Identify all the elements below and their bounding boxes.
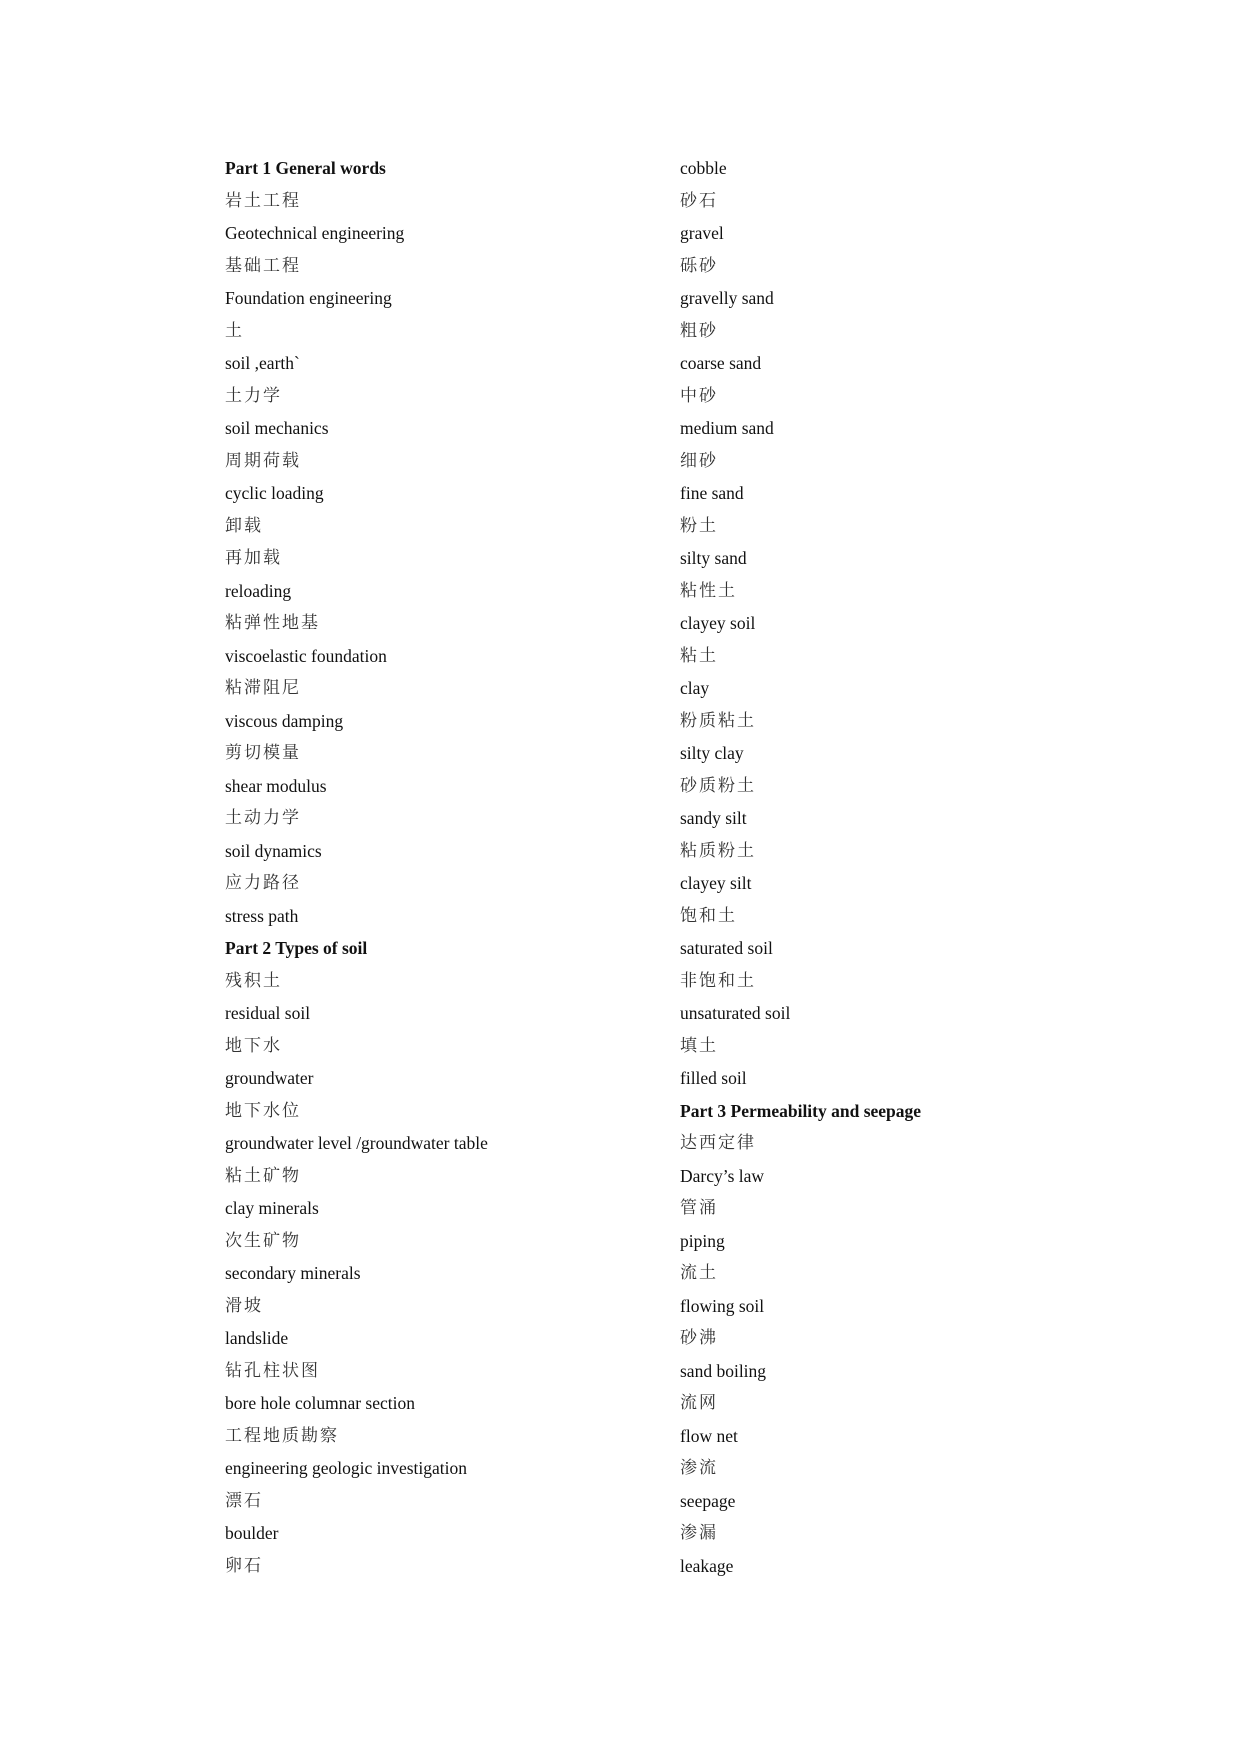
term-chinese: 中砂 bbox=[680, 385, 718, 406]
term-chinese: 粘滞阻尼 bbox=[225, 678, 301, 698]
term-chinese: 粗砂 bbox=[680, 320, 718, 341]
term-chinese: 残积土 bbox=[225, 970, 282, 991]
term-chinese: 周期荷载 bbox=[225, 450, 301, 471]
term-chinese: 岩土工程 bbox=[225, 190, 301, 211]
term-english: flow net bbox=[680, 1425, 738, 1446]
term-english: silty clay bbox=[680, 743, 744, 763]
term-english: sand boiling bbox=[680, 1360, 767, 1381]
term-chinese: 饱和土 bbox=[680, 905, 737, 926]
term-english: engineering geologic investigation bbox=[225, 1458, 468, 1478]
term-english: soil mechanics bbox=[225, 418, 329, 438]
term-english: fine sand bbox=[680, 483, 744, 503]
term-chinese: 达西定律 bbox=[680, 1133, 756, 1153]
term-chinese: 粉质粘土 bbox=[680, 710, 756, 731]
term-chinese: 渗流 bbox=[680, 1458, 718, 1478]
term-english: unsaturated soil bbox=[680, 1003, 791, 1023]
term-english: clay bbox=[680, 678, 710, 698]
term-english: groundwater level /groundwater table bbox=[225, 1133, 488, 1153]
term-english: reloading bbox=[225, 580, 292, 601]
term-chinese: 土动力学 bbox=[225, 808, 301, 828]
term-english: medium sand bbox=[680, 418, 774, 438]
term-chinese: 地下水位 bbox=[225, 1100, 301, 1121]
term-english: gravelly sand bbox=[680, 288, 774, 308]
term-english: landslide bbox=[225, 1328, 289, 1348]
term-chinese: 砾砂 bbox=[680, 255, 718, 276]
term-english: filled soil bbox=[680, 1068, 747, 1088]
term-english: Darcy’s law bbox=[680, 1165, 765, 1186]
term-english: seepage bbox=[680, 1490, 736, 1511]
right-column bbox=[680, 152, 1120, 1582]
term-english: soil ,earth` bbox=[225, 353, 300, 373]
section-heading: Part 3 Permeability and seepage bbox=[680, 1100, 922, 1121]
term-chinese: 剪切模量 bbox=[225, 743, 301, 763]
term-chinese: 钻孔柱状图 bbox=[225, 1360, 320, 1381]
term-english: secondary minerals bbox=[225, 1263, 361, 1283]
term-english: groundwater bbox=[225, 1068, 314, 1088]
term-chinese: 流土 bbox=[680, 1263, 718, 1283]
left-column bbox=[225, 152, 665, 1582]
term-english: silty sand bbox=[680, 548, 747, 568]
term-english: Geotechnical engineering bbox=[225, 223, 405, 243]
term-chinese: 流网 bbox=[680, 1393, 718, 1413]
term-chinese: 粘弹性地基 bbox=[225, 613, 320, 633]
term-chinese: 再加载 bbox=[225, 548, 282, 568]
term-english: shear modulus bbox=[225, 775, 327, 796]
term-english: cobble bbox=[680, 158, 727, 178]
term-chinese: 非饱和土 bbox=[680, 970, 756, 991]
term-english: viscous damping bbox=[225, 710, 344, 731]
term-english: clay minerals bbox=[225, 1198, 319, 1218]
term-chinese: 管涌 bbox=[680, 1198, 718, 1218]
term-chinese: 填土 bbox=[680, 1035, 718, 1056]
term-english: cyclic loading bbox=[225, 483, 324, 503]
term-english: viscoelastic foundation bbox=[225, 645, 387, 666]
term-chinese: 细砂 bbox=[680, 450, 718, 471]
term-english: flowing soil bbox=[680, 1295, 765, 1316]
term-english: residual soil bbox=[225, 1003, 311, 1023]
term-chinese: 粘性土 bbox=[680, 580, 737, 601]
term-chinese: 粘土 bbox=[680, 645, 718, 666]
term-chinese: 渗漏 bbox=[680, 1523, 718, 1543]
term-chinese: 漂石 bbox=[225, 1490, 263, 1511]
term-english: coarse sand bbox=[680, 353, 762, 373]
term-english: soil dynamics bbox=[225, 840, 322, 861]
term-english: bore hole columnar section bbox=[225, 1393, 416, 1413]
term-chinese: 粘土矿物 bbox=[225, 1165, 301, 1186]
section-heading: Part 1 General words bbox=[225, 158, 386, 178]
term-chinese: 地下水 bbox=[225, 1035, 282, 1056]
term-chinese: 土力学 bbox=[225, 385, 282, 406]
term-english: gravel bbox=[680, 223, 724, 243]
term-english: Foundation engineering bbox=[225, 288, 392, 308]
term-english: sandy silt bbox=[680, 808, 747, 828]
term-english: clayey soil bbox=[680, 613, 756, 633]
term-chinese: 卵石 bbox=[225, 1555, 263, 1576]
term-english: saturated soil bbox=[680, 938, 773, 958]
term-chinese: 工程地质勘察 bbox=[225, 1425, 339, 1446]
term-chinese: 砂石 bbox=[680, 190, 718, 211]
section-heading: Part 2 Types of soil bbox=[225, 938, 368, 958]
term-chinese: 卸载 bbox=[225, 515, 263, 536]
term-chinese: 砂质粉土 bbox=[680, 775, 756, 796]
term-chinese: 应力路径 bbox=[225, 873, 301, 893]
term-chinese: 粘质粉土 bbox=[680, 840, 756, 861]
term-chinese: 土 bbox=[225, 320, 244, 341]
term-english: boulder bbox=[225, 1523, 279, 1543]
term-chinese: 粉土 bbox=[680, 515, 718, 536]
term-english: leakage bbox=[680, 1555, 734, 1576]
term-english: piping bbox=[680, 1230, 725, 1251]
term-english: stress path bbox=[225, 905, 299, 926]
term-chinese: 滑坡 bbox=[225, 1295, 263, 1316]
term-chinese: 基础工程 bbox=[225, 255, 301, 276]
term-chinese: 次生矿物 bbox=[225, 1230, 301, 1251]
term-chinese: 砂沸 bbox=[680, 1328, 718, 1348]
term-english: clayey silt bbox=[680, 873, 752, 893]
